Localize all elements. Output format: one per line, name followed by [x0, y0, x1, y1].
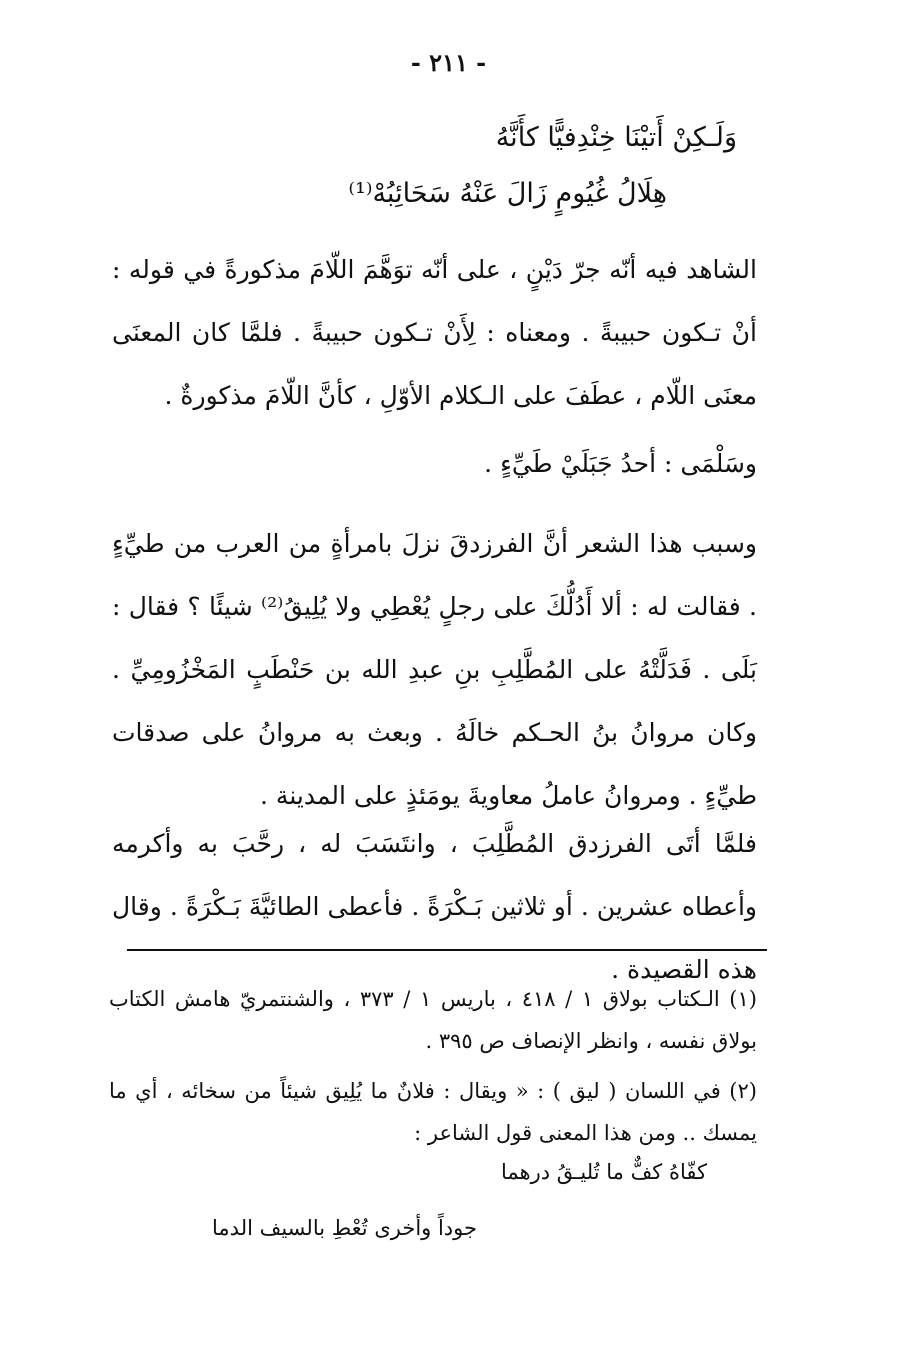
footnote-verse-line-1: كفّاهُ كفٌّ ما تُليـقُ درهما [500, 1160, 707, 1184]
paragraph-conclusion: فلمَّا أتَى الفرزدق المُطَّلِبَ ، وانتَسَبَ له ، رحَّبَ به وأكرمه وأعطاه عشرين . أو ثلاثين بَـكْرَةً . فأعطى الطائيَّةَ بَـكْرَةً . وقال هذه القصيدة . [112, 829, 757, 984]
footnote-verse-line-2: جوداً وأخرى تُعْطِ بالسيف الدما [212, 1216, 477, 1240]
page-number: - ٢١١ - [410, 48, 487, 77]
poem-line-2: هِلَالُ غُيُومٍ زَالَ عَنْهُ سَحَائِبُهْ⁽¹⁾ [348, 178, 667, 209]
paragraph-shahid: الشاهد فيه أنّه جرّ دَيْنٍ ، على أنّه توَهَّمَ اللّامَ مذكورةً في قوله : أنْ تـكون حبيبةً . ومعناه : لِأَنْ تـكون حبيبةً . فلمَّا كان المعنَى معنَى اللّام ، عطَفَ على الـكلام الأوّلِ ، كأنَّ اللّامَ مذكورةٌ . [112, 255, 757, 410]
paragraph-salma: وسَلْمَى : أحدُ جَبَلَيْ طَيِّءٍ . [484, 449, 757, 478]
footnote-divider [127, 949, 767, 951]
paragraph-story: وسبب هذا الشعر أنَّ الفرزدقَ نزلَ بامرأةٍ من العرب من طيِّءٍ . فقالت له : ألا أَدُلُّكَ على رجلٍ يُعْطِي ولا يُلِيقُ⁽²⁾ شيئًا ؟ فقال : بَلَى . فَدَلَّتْهُ على المُطَّلِبِ بنِ عبدِ الله بن حَنْطَبٍ المَخْزُومِيِّ . وكان مروانُ بنُ الحـكم خالَهُ . وبعث به مروانُ على صدقات طيِّءٍ . ومروانُ عاملُ معاويةَ يومَئذٍ على المدينة . [112, 529, 757, 810]
footnote-1: (١) الـكتاب بولاق ١ / ٤١٨ ، باريس ١ / ٣٧٣ ، والشنتمريّ هامش الكتاب بولاق نفسه ، وانظر الإنصاف ص ٣٩٥ . [109, 987, 757, 1053]
footnote-2: (٢) في اللسان ( ليق ) : « ويقال : فلانٌ ما يُلِيق شيئاً من سخائه ، أي ما يمسك .. ومن هذا المعنى قول الشاعر : [109, 1079, 757, 1145]
poem-line-1: وَلَـكِنْ أَتيْنَا خِنْدِفيًّا كأَنَّهُ [495, 122, 737, 153]
